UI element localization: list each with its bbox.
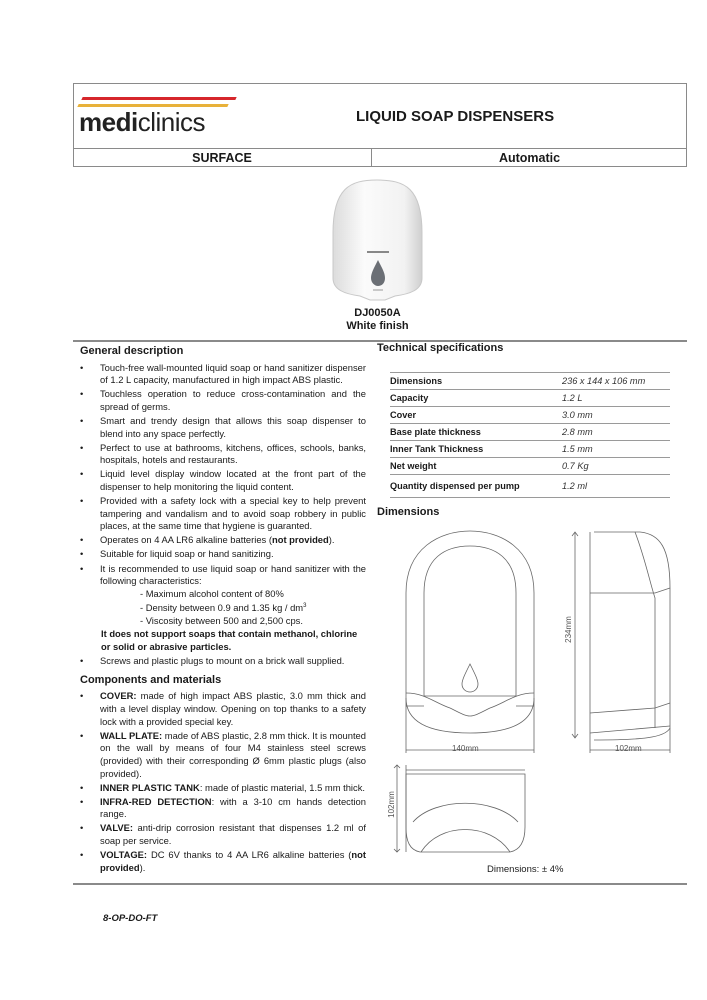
- spec-label: Inner Tank Thickness: [390, 441, 562, 458]
- product-image: [325, 178, 430, 303]
- recommend-text: It is recommended to use liquid soap or hand sanitizer with the following characteristics:: [100, 562, 366, 587]
- table-row: [390, 475, 670, 498]
- spec-value: 0.7 Kg: [562, 458, 670, 475]
- table-row: [390, 424, 670, 441]
- document-code: 8-OP-DO-FT: [103, 913, 158, 924]
- table-row: [390, 441, 670, 458]
- spec-value: 236 x 144 x 106 mm: [562, 373, 670, 390]
- components-heading: Components and materials: [80, 673, 222, 686]
- list-item: [80, 563, 366, 628]
- bottom-depth-label: 102mm: [386, 791, 396, 818]
- component-text: made of ABS plastic, 2.8 mm thick. It is mounted on the wall by means of four M4 stainless steel screws (provided) with their corresponding Ø 6mm plastic plugs (also provided).: [100, 729, 366, 779]
- table-row: [390, 373, 670, 390]
- list-item: • Liquid level display window located at the front part of the dispenser to help monitoring the liquid content.: [80, 468, 366, 493]
- spec-label: Base plate thickness: [390, 424, 562, 441]
- bottom-divider: [73, 883, 687, 885]
- list-item: • Provided with a safety lock with a special key to help prevent tampering and vandalism and to avoid soap robbery in public places, at the same time that hygiene is guaranted.: [80, 495, 366, 533]
- component-label: WALL PLATE:: [100, 729, 163, 741]
- general-description-heading: General description: [80, 345, 184, 357]
- operation-type: Automatic: [498, 151, 561, 165]
- spec-label: Dimensions: [390, 373, 562, 390]
- characteristic: - Viscosity between 500 and 2,500 cps.: [140, 615, 303, 626]
- list-item: • Touchless operation to reduce cross-contamination and the spread of germs.: [80, 388, 366, 413]
- logo-red-stripe: [81, 97, 236, 100]
- spec-value: 2.8 mm: [562, 424, 670, 441]
- product-model: DJ0050A: [354, 307, 401, 319]
- table-row: [390, 458, 670, 475]
- side-view-drawing: [560, 528, 680, 758]
- list-item: [80, 534, 366, 547]
- spec-label: Quantity dispensed per pump: [390, 475, 562, 498]
- component-text: DC 6V thanks to 4 AA LR6 alkaline batteries (: [147, 849, 352, 861]
- component-label: COVER:: [100, 690, 137, 702]
- list-item: [80, 849, 366, 874]
- bottom-view-drawing: [385, 762, 545, 857]
- spec-table: [390, 372, 670, 498]
- component-text: : made of plastic material, 1.5 mm thick.: [199, 781, 365, 793]
- brand-logo: [79, 107, 205, 138]
- list-item: • Screws and plastic plugs to mount on a brick wall supplied.: [80, 655, 366, 668]
- components-list: [80, 690, 366, 874]
- list-item: • Touch-free wall-mounted liquid soap or hand sanitizer dispenser of 1.2 L capacity, manufactured in high impact ABS plastic.: [80, 362, 366, 387]
- page-title: LIQUID SOAP DISPENSERS: [356, 108, 555, 125]
- component-label: INNER PLASTIC TANK: [100, 781, 200, 793]
- table-row: [390, 407, 670, 424]
- list-item: [80, 690, 366, 728]
- component-label: VALVE:: [100, 822, 133, 834]
- screws-list: [80, 655, 366, 668]
- component-bold: not provided: [100, 849, 366, 873]
- spec-value: 1.2 L: [562, 390, 670, 407]
- list-item: [80, 730, 366, 780]
- product-finish: White finish: [346, 320, 409, 332]
- brand-light: clinics: [137, 107, 205, 137]
- left-column: [80, 345, 366, 876]
- front-view-drawing: [400, 528, 540, 758]
- mount-type: SURFACE: [73, 149, 372, 167]
- tech-spec-heading: Technical specifications: [377, 342, 504, 354]
- header-subrow: [73, 148, 687, 167]
- depth-label: 102mm: [615, 744, 642, 753]
- spec-label: Cover: [390, 407, 562, 424]
- height-label: 234mm: [563, 616, 573, 643]
- spec-label: Capacity: [390, 390, 562, 407]
- density-text: - Density between 0.9 and 1.35 kg / dm: [140, 602, 304, 614]
- batteries-suffix: ).: [328, 534, 335, 546]
- density-sup: 3: [303, 603, 307, 610]
- spec-value: 1.2 ml: [562, 475, 670, 498]
- characteristic: - Maximum alcohol content of 80%: [140, 587, 284, 599]
- component-label: INFRA-RED DETECTION: [100, 795, 212, 807]
- batteries-bold: not provided: [271, 534, 329, 546]
- list-item: [80, 782, 366, 795]
- spec-value: 3.0 mm: [562, 407, 670, 424]
- table-row: [390, 390, 670, 407]
- spec-value: 1.5 mm: [562, 441, 670, 458]
- general-description-list: [80, 362, 366, 628]
- spec-label: Net weight: [390, 458, 562, 475]
- component-text: : with a 3-10 cm hands detection range.: [100, 795, 366, 820]
- dimensions-heading: Dimensions: [377, 506, 440, 518]
- component-text: made of high impact ABS plastic, 3.0 mm thick and with a level display window. Opening on top thanks to a safety lock with a provided special key.: [100, 690, 366, 727]
- component-text: anti-drip corrosion resistant that dispenses 1.2 ml of soap per service.: [100, 822, 366, 846]
- list-item: [80, 822, 366, 847]
- batteries-text: Operates on 4 AA LR6 alkaline batteries (: [100, 534, 272, 546]
- width-label: 140mm: [452, 744, 479, 753]
- list-item: • Perfect to use at bathrooms, kitchens, offices, schools, banks, hospitals, hotels and restaurants.: [80, 442, 366, 467]
- list-item: • Suitable for liquid soap or hand sanitizing.: [80, 548, 366, 561]
- dimensions-tolerance: Dimensions: ± 4%: [487, 864, 564, 875]
- list-item: • Smart and trendy design that allows this soap dispenser to blend into any space perfectly.: [80, 415, 366, 440]
- brand-bold: medi: [79, 107, 138, 137]
- characteristic: [100, 600, 366, 615]
- component-label: VOLTAGE:: [100, 849, 148, 861]
- component-tail: ).: [139, 861, 146, 873]
- list-item: [80, 796, 366, 821]
- warning-text: It does not support soaps that contain methanol, chlorine or solid or abrasive particles.: [101, 628, 358, 652]
